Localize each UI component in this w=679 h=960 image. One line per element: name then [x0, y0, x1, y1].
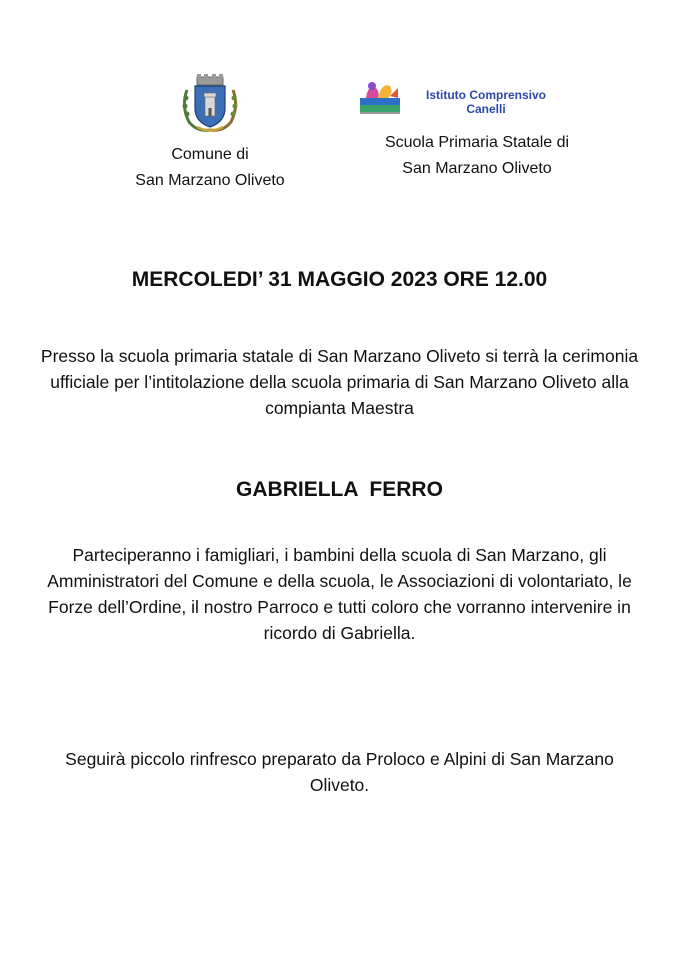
municipality-header [120, 72, 300, 194]
participants-paragraph: Parteciperanno i famigliari, i bambini della scuola di San Marzano, gli Amministratori del Comune e della scuola, le Associazioni di volontariato, le Forze dell’Ordine, il nostro Parroco e tutti coloro che vorranno intervenire in ricordo di Gabriella. [47, 545, 632, 643]
school-logo-block [358, 78, 602, 130]
municipality-line2: San Marzano Oliveto [135, 172, 285, 189]
municipality-line1: Comune di [171, 146, 249, 163]
school-line1: Scuola Primaria Statale di [384, 134, 570, 151]
closing-paragraph: Seguirà piccolo rinfresco preparato da Proloco e Alpini di San Marzano Oliveto. [65, 749, 614, 795]
municipal-crest-icon [177, 72, 243, 136]
school-logo-wordmark [426, 88, 546, 116]
school-header [352, 78, 602, 182]
school-line2: San Marzano Oliveto [402, 160, 552, 177]
intro-paragraph: Presso la scuola primaria statale di San Marzano Oliveto si terrà la cerimonia ufficiale per l’intitolazione della scuola primaria di San Marzano Oliveto alla compianta Maestra [40, 346, 639, 418]
school-logo-title: Istituto Comprensivo [426, 88, 547, 102]
school-logo-icon [358, 78, 402, 116]
school-logo-subtitle: Canelli [466, 102, 506, 116]
event-date-heading: MERCOLEDI’ 31 MAGGIO 2023 ORE 12.00 [131, 268, 548, 291]
honoree-name-heading: GABRIELLA FERRO [236, 478, 443, 501]
